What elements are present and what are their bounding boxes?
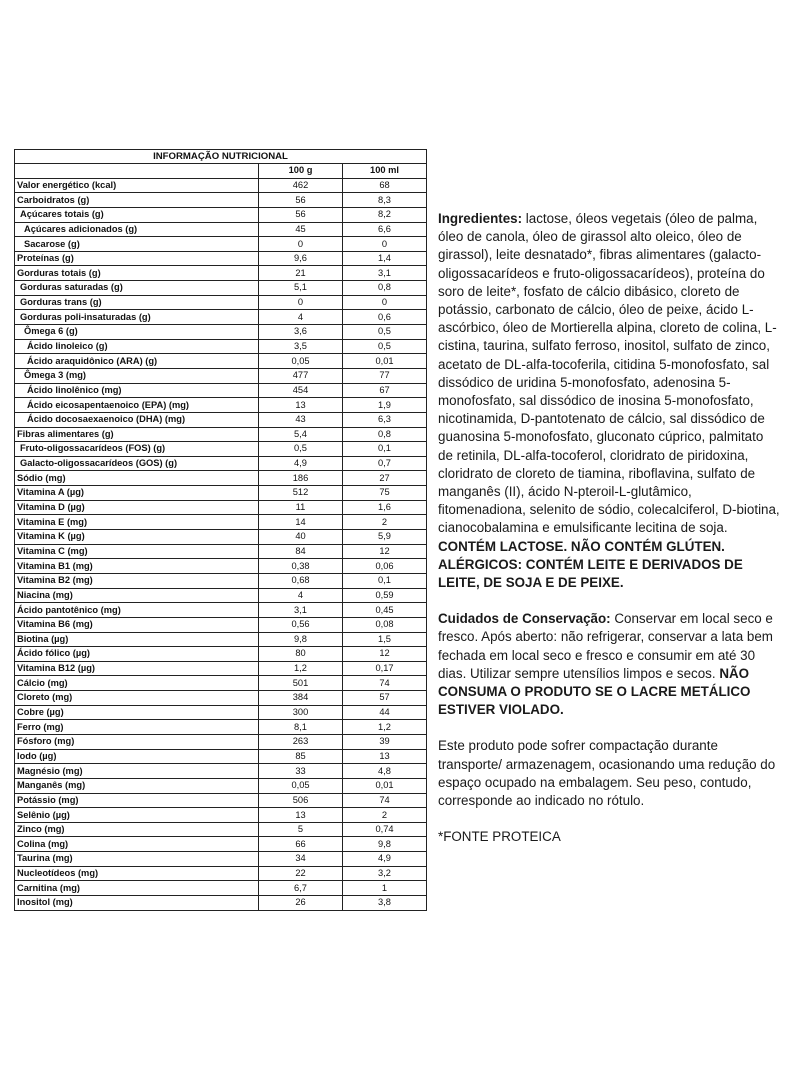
value-100ml: 6,3	[343, 412, 427, 427]
value-100g: 1,2	[259, 661, 343, 676]
table-row	[15, 412, 427, 427]
nutrient-label: Cálcio (mg)	[15, 676, 259, 691]
nutrient-label: Ômega 3 (mg)	[15, 368, 259, 383]
nutrient-label: Ácido fólico (µg)	[15, 647, 259, 662]
value-100g: 56	[259, 207, 343, 222]
seal-warning: NÃO CONSUMA O PRODUTO SE O LACRE METÁLICO ESTIVER VIOLADO.	[438, 665, 751, 718]
nutrient-label: Sacarose (g)	[15, 237, 259, 252]
value-100ml: 67	[343, 383, 427, 398]
value-100ml: 0,74	[343, 822, 427, 837]
value-100g: 13	[259, 808, 343, 823]
value-100ml: 68	[343, 178, 427, 193]
value-100g: 6,7	[259, 881, 343, 896]
value-100ml: 0,5	[343, 339, 427, 354]
nutrient-label: Selênio (µg)	[15, 808, 259, 823]
table-row	[15, 266, 427, 281]
value-100g: 3,6	[259, 325, 343, 340]
value-100ml: 0,8	[343, 427, 427, 442]
table-row	[15, 778, 427, 793]
nutrient-label: Gorduras poli-insaturadas (g)	[15, 310, 259, 325]
protein-footnote: *FONTE PROTEICA	[438, 829, 561, 845]
header-100g: 100 g	[259, 164, 343, 179]
value-100g: 5	[259, 822, 343, 837]
value-100g: 43	[259, 412, 343, 427]
table-row	[15, 222, 427, 237]
value-100ml: 2	[343, 515, 427, 530]
table-row	[15, 793, 427, 808]
value-100ml: 4,9	[343, 852, 427, 867]
value-100ml: 74	[343, 793, 427, 808]
value-100ml: 1,4	[343, 251, 427, 266]
value-100g: 14	[259, 515, 343, 530]
value-100g: 33	[259, 764, 343, 779]
value-100ml: 0,1	[343, 442, 427, 457]
value-100g: 4	[259, 310, 343, 325]
nutrient-label: Carnitina (mg)	[15, 881, 259, 896]
table-row	[15, 178, 427, 193]
table-title: INFORMAÇÃO NUTRICIONAL	[15, 150, 427, 164]
nutrient-label: Proteínas (g)	[15, 251, 259, 266]
table-row	[15, 617, 427, 632]
nutrient-label: Ácido eicosapentaenoico (EPA) (mg)	[15, 398, 259, 413]
nutrient-label: Ômega 6 (g)	[15, 325, 259, 340]
value-100g: 512	[259, 486, 343, 501]
table-row	[15, 295, 427, 310]
header-blank	[15, 164, 259, 179]
table-row	[15, 588, 427, 603]
nutrient-label: Inositol (mg)	[15, 896, 259, 911]
value-100ml: 1,2	[343, 720, 427, 735]
nutrient-label: Ácido pantotênico (mg)	[15, 603, 259, 618]
nutrient-label: Vitamina C (mg)	[15, 544, 259, 559]
value-100ml: 1,9	[343, 398, 427, 413]
nutrient-label: Fósforo (mg)	[15, 734, 259, 749]
table-row	[15, 325, 427, 340]
value-100ml: 1,6	[343, 500, 427, 515]
value-100g: 34	[259, 852, 343, 867]
value-100g: 11	[259, 500, 343, 515]
table-row	[15, 398, 427, 413]
value-100g: 0,05	[259, 778, 343, 793]
table-row	[15, 734, 427, 749]
table-row	[15, 207, 427, 222]
table-row	[15, 515, 427, 530]
nutrient-label: Manganês (mg)	[15, 778, 259, 793]
nutrient-label: Açúcares adicionados (g)	[15, 222, 259, 237]
care-heading: Cuidados de Conservação:	[438, 611, 611, 627]
nutrient-label: Gorduras saturadas (g)	[15, 281, 259, 296]
value-100g: 0,68	[259, 573, 343, 588]
nutrition-rows	[15, 178, 427, 910]
value-100ml: 0,1	[343, 573, 427, 588]
nutrient-label: Iodo (µg)	[15, 749, 259, 764]
value-100g: 8,1	[259, 720, 343, 735]
value-100g: 9,6	[259, 251, 343, 266]
table-row	[15, 530, 427, 545]
care-paragraph	[438, 610, 780, 719]
nutrient-label: Galacto-oligossacarídeos (GOS) (g)	[15, 456, 259, 471]
table-row	[15, 837, 427, 852]
value-100ml: 0,45	[343, 603, 427, 618]
value-100ml: 12	[343, 544, 427, 559]
value-100g: 40	[259, 530, 343, 545]
value-100g: 84	[259, 544, 343, 559]
nutrient-label: Vitamina B2 (mg)	[15, 573, 259, 588]
value-100g: 263	[259, 734, 343, 749]
value-100g: 3,1	[259, 603, 343, 618]
value-100ml: 3,1	[343, 266, 427, 281]
table-row	[15, 486, 427, 501]
value-100g: 80	[259, 647, 343, 662]
table-row	[15, 471, 427, 486]
value-100g: 4,9	[259, 456, 343, 471]
value-100g: 0	[259, 237, 343, 252]
value-100ml: 39	[343, 734, 427, 749]
value-100ml: 74	[343, 676, 427, 691]
value-100g: 66	[259, 837, 343, 852]
nutrient-label: Ácido linolênico (mg)	[15, 383, 259, 398]
nutrient-label: Valor energético (kcal)	[15, 178, 259, 193]
value-100ml: 0,17	[343, 661, 427, 676]
table-row	[15, 456, 427, 471]
nutrient-label: Vitamina K (µg)	[15, 530, 259, 545]
value-100g: 506	[259, 793, 343, 808]
nutrient-label: Taurina (mg)	[15, 852, 259, 867]
table-row	[15, 281, 427, 296]
nutrient-label: Gorduras trans (g)	[15, 295, 259, 310]
value-100ml: 5,9	[343, 530, 427, 545]
value-100ml: 8,2	[343, 207, 427, 222]
value-100ml: 0	[343, 295, 427, 310]
nutrient-label: Vitamina D (µg)	[15, 500, 259, 515]
value-100g: 501	[259, 676, 343, 691]
value-100ml: 0,7	[343, 456, 427, 471]
table-row	[15, 559, 427, 574]
table-row	[15, 442, 427, 457]
value-100g: 56	[259, 193, 343, 208]
compaction-notice: Este produto pode sofrer compactação durante transporte/ armazenagem, ocasionando uma redução do espaço ocupado na embalagem. Seu peso, contudo, corresponde ao indicado no rótulo.	[438, 738, 776, 809]
nutrient-label: Nucleotídeos (mg)	[15, 866, 259, 881]
value-100g: 186	[259, 471, 343, 486]
value-100g: 4	[259, 588, 343, 603]
value-100g: 384	[259, 691, 343, 706]
nutrient-label: Carboidratos (g)	[15, 193, 259, 208]
value-100ml: 4,8	[343, 764, 427, 779]
value-100g: 300	[259, 705, 343, 720]
value-100ml: 13	[343, 749, 427, 764]
value-100g: 0,5	[259, 442, 343, 457]
table-row	[15, 603, 427, 618]
table-row	[15, 720, 427, 735]
value-100ml: 2	[343, 808, 427, 823]
nutrient-label: Niacina (mg)	[15, 588, 259, 603]
value-100ml: 0,01	[343, 778, 427, 793]
value-100g: 454	[259, 383, 343, 398]
table-row	[15, 383, 427, 398]
value-100ml: 3,8	[343, 896, 427, 911]
table-row	[15, 764, 427, 779]
value-100ml: 1,5	[343, 632, 427, 647]
nutrient-label: Colina (mg)	[15, 837, 259, 852]
table-row	[15, 866, 427, 881]
nutrient-label: Vitamina B12 (µg)	[15, 661, 259, 676]
value-100g: 5,1	[259, 281, 343, 296]
value-100g: 13	[259, 398, 343, 413]
table-row	[15, 647, 427, 662]
value-100g: 21	[259, 266, 343, 281]
value-100ml: 1	[343, 881, 427, 896]
nutrient-label: Açúcares totais (g)	[15, 207, 259, 222]
table-row	[15, 544, 427, 559]
table-row	[15, 896, 427, 911]
value-100ml: 77	[343, 368, 427, 383]
table-row	[15, 500, 427, 515]
nutrient-label: Zinco (mg)	[15, 822, 259, 837]
value-100ml: 0,59	[343, 588, 427, 603]
table-row	[15, 881, 427, 896]
value-100ml: 0,8	[343, 281, 427, 296]
care-text: Conservar em local seco e fresco. Após aberto: não refrigerar, conservar a lata bem fechada em local seco e fresco e consumir em até 30 dias. Utilizar sempre utensílios limpos e secos.	[438, 611, 773, 681]
ingredients-paragraph	[438, 210, 780, 592]
table-row	[15, 749, 427, 764]
value-100ml: 0,08	[343, 617, 427, 632]
product-info	[438, 210, 780, 865]
table-row	[15, 573, 427, 588]
nutrient-label: Vitamina A (µg)	[15, 486, 259, 501]
value-100ml: 3,2	[343, 866, 427, 881]
table-row	[15, 705, 427, 720]
table-row	[15, 676, 427, 691]
nutrient-label: Ácido linoleico (g)	[15, 339, 259, 354]
value-100ml: 0,06	[343, 559, 427, 574]
nutrient-label: Ferro (mg)	[15, 720, 259, 735]
nutrient-label: Gorduras totais (g)	[15, 266, 259, 281]
value-100ml: 12	[343, 647, 427, 662]
table-header-row	[15, 164, 427, 179]
value-100ml: 57	[343, 691, 427, 706]
value-100g: 0	[259, 295, 343, 310]
table-row	[15, 822, 427, 837]
value-100g: 85	[259, 749, 343, 764]
value-100ml: 0,5	[343, 325, 427, 340]
value-100g: 26	[259, 896, 343, 911]
value-100ml: 44	[343, 705, 427, 720]
table-row	[15, 368, 427, 383]
value-100ml: 9,8	[343, 837, 427, 852]
value-100ml: 75	[343, 486, 427, 501]
ingredients-text: lactose, óleos vegetais (óleo de palma, óleo de canola, óleo de girassol alto oleico, óleo de girassol), leite desnatado*, fibras alimentares (galacto-oligossacarídeos e fruto-oligossacarídeos), proteína do soro de leite*, fosfato de cálcio dibásico, cloreto de potássio, carbonato de cálcio, óleo de peixe, ácido L-ascórbico, óleo de Mortierella alpina, cloreto de colina, L-cistina, taurina, sulfato ferroso, inositol, sulfato de zinco, acetato de DL-alfa-tocoferila, citidina 5-monofosfato, sal dissódico de uridina 5-monofosfato, adenosina 5-monofosfato, sal dissódico de inosina 5-monofosfato, nicotinamida, D-pantotenato de cálcio, sal dissódico de guanosina 5-monofosfato, gluconato cúprico, palmitato de retinila, DL-alfa-tocoferol, cloridrato de piridoxina, cloridrato de cloreto de tiamina, riboflavina, sulfato de manganês (II), ácido N-pteroil-L-glutâmico, fitomenadiona, selenito de sódio, colecalciferol, D-biotina, cianocobalamina e emulsificante lecitina de soja.	[438, 211, 780, 536]
nutrient-label: Fruto-oligossacarídeos (FOS) (g)	[15, 442, 259, 457]
value-100g: 5,4	[259, 427, 343, 442]
nutrient-label: Biotina (µg)	[15, 632, 259, 647]
value-100g: 3,5	[259, 339, 343, 354]
value-100ml: 0,6	[343, 310, 427, 325]
ingredients-heading: Ingredientes:	[438, 211, 523, 226]
value-100ml: 0	[343, 237, 427, 252]
value-100g: 22	[259, 866, 343, 881]
nutrition-table	[14, 149, 427, 911]
nutrient-label: Cloreto (mg)	[15, 691, 259, 706]
value-100g: 462	[259, 178, 343, 193]
table-row	[15, 691, 427, 706]
value-100g: 45	[259, 222, 343, 237]
nutrient-label: Fibras alimentares (g)	[15, 427, 259, 442]
table-row	[15, 354, 427, 369]
value-100g: 0,05	[259, 354, 343, 369]
table-row	[15, 237, 427, 252]
nutrient-label: Vitamina B6 (mg)	[15, 617, 259, 632]
value-100ml: 27	[343, 471, 427, 486]
header-100ml: 100 ml	[343, 164, 427, 179]
nutrient-label: Potássio (mg)	[15, 793, 259, 808]
value-100ml: 8,3	[343, 193, 427, 208]
value-100g: 0,56	[259, 617, 343, 632]
table-row	[15, 310, 427, 325]
table-row	[15, 339, 427, 354]
nutrient-label: Cobre (µg)	[15, 705, 259, 720]
table-title-row	[15, 150, 427, 164]
table-row	[15, 852, 427, 867]
nutrient-label: Ácido docosaexaenoico (DHA) (mg)	[15, 412, 259, 427]
value-100ml: 0,01	[343, 354, 427, 369]
nutrient-label: Vitamina E (mg)	[15, 515, 259, 530]
value-100g: 477	[259, 368, 343, 383]
table-row	[15, 808, 427, 823]
table-row	[15, 661, 427, 676]
value-100ml: 6,6	[343, 222, 427, 237]
nutrient-label: Sódio (mg)	[15, 471, 259, 486]
table-row	[15, 427, 427, 442]
table-row	[15, 251, 427, 266]
table-row	[15, 193, 427, 208]
table-row	[15, 632, 427, 647]
nutrient-label: Vitamina B1 (mg)	[15, 559, 259, 574]
nutrient-label: Ácido araquidônico (ARA) (g)	[15, 354, 259, 369]
value-100g: 0,38	[259, 559, 343, 574]
allergen-warning: CONTÉM LACTOSE. NÃO CONTÉM GLÚTEN. ALÉRGICOS: CONTÉM LEITE E DERIVADOS DE LEITE, DE SOJA E DE PEIXE.	[438, 538, 743, 591]
nutrient-label: Magnésio (mg)	[15, 764, 259, 779]
value-100g: 9,8	[259, 632, 343, 647]
